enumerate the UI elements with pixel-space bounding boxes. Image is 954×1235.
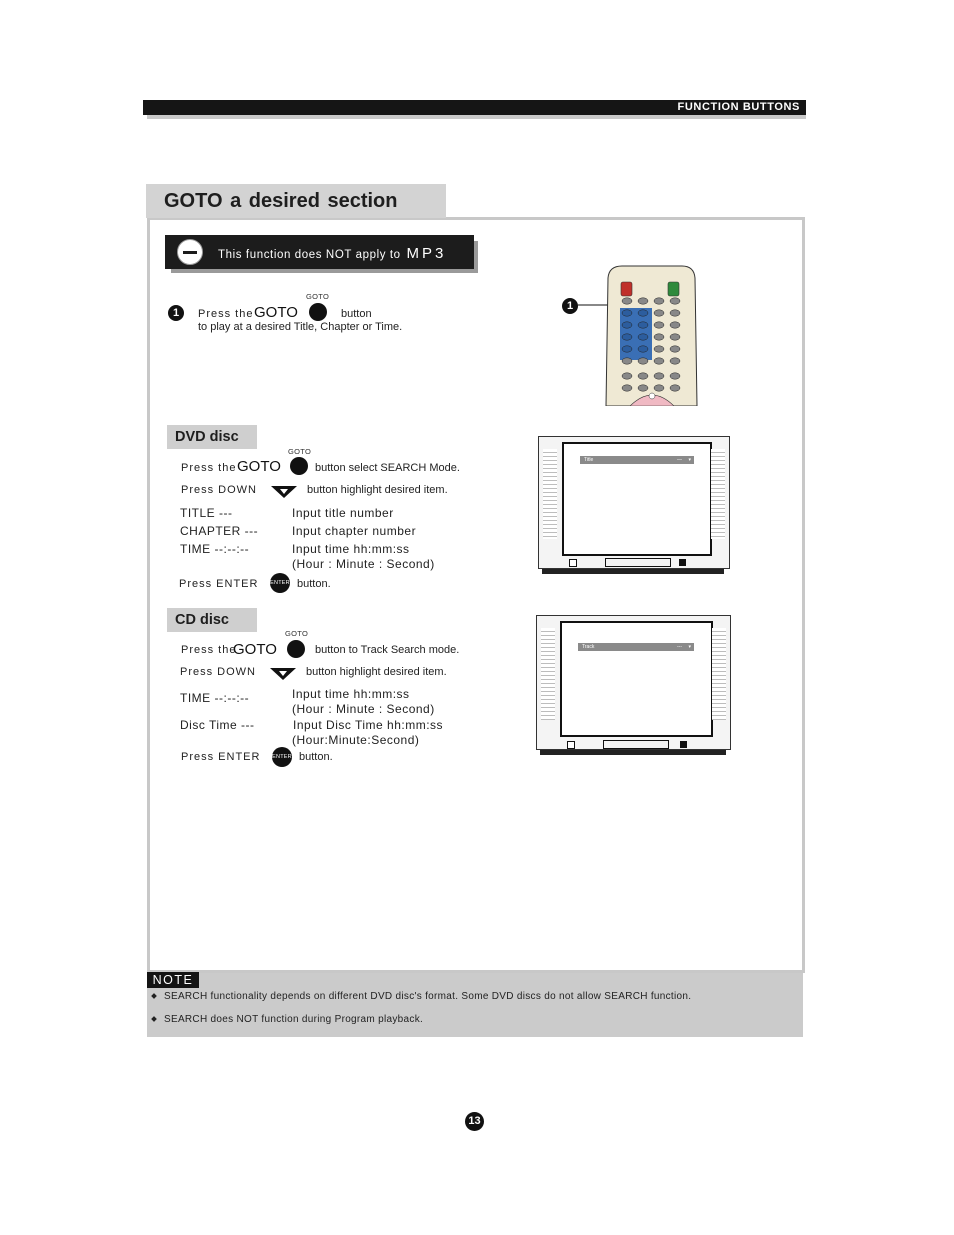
cd-disc-key: Disc Time --- <box>180 718 255 732</box>
dvd-field-name: Title <box>584 457 594 463</box>
warning-mp3: MP3 <box>406 245 447 262</box>
remote-key <box>638 310 648 316</box>
step1-description: to play at a desired Title, Chapter or Time. <box>198 321 403 333</box>
step1-press-the: Press the <box>198 308 254 320</box>
cd-time-note: (Hour : Minute : Second) <box>292 702 435 716</box>
bullet-icon <box>151 1017 157 1023</box>
header-bar <box>143 100 806 115</box>
dvd-search-field <box>580 456 694 464</box>
cd-field-arrow-icon: ▾ <box>688 644 691 650</box>
cd-tv-base <box>540 750 726 755</box>
goto-button-icon <box>309 303 327 321</box>
cd-tv-illustration <box>536 615 731 750</box>
dvd-press-down: Press DOWN <box>181 484 257 496</box>
speaker-grille <box>711 449 725 539</box>
cd-field-name: Track <box>582 644 595 650</box>
dvd-row-key: TIME --:--:-- <box>180 542 250 556</box>
cd-press-enter: Press ENTER <box>181 751 261 763</box>
dvd-tv-illustration <box>538 436 730 569</box>
dvd-enter-button-icon: ENTER <box>270 573 290 593</box>
dvd-highlight-text: button highlight desired item. <box>307 484 448 496</box>
header-shadow <box>147 115 806 119</box>
cd-goto-label: GOTO <box>285 629 309 638</box>
dvd-field-arrow-icon: ▾ <box>688 457 691 463</box>
cd-button-end: button. <box>299 751 333 763</box>
remote-key <box>670 346 680 352</box>
dvd-row-value: Input time hh:mm:ss <box>292 542 410 556</box>
step1-goto-word: GOTO <box>254 304 298 321</box>
step-number: 1 <box>168 305 184 321</box>
remote-key <box>638 373 648 379</box>
remote-key <box>622 346 632 352</box>
cd-press-the: Press the <box>181 644 237 656</box>
remote-control-illustration <box>570 262 700 406</box>
minus-icon <box>177 239 203 265</box>
dvd-press-enter: Press ENTER <box>179 578 259 590</box>
dvd-tv-screen <box>562 442 712 556</box>
remote-key <box>670 385 680 391</box>
down-arrow-icon <box>270 485 298 499</box>
remote-key <box>654 358 664 364</box>
remote-key <box>654 334 664 340</box>
step1-button: button <box>341 308 372 320</box>
note-label: NOTE <box>147 972 199 988</box>
speaker-grille <box>541 628 555 720</box>
dvd-press-the: Press the <box>181 462 237 474</box>
cd-disc-label: CD disc <box>167 608 257 632</box>
cd-time-key: TIME --:--:-- <box>180 691 250 705</box>
power-button-icon <box>569 559 577 567</box>
note-item-text: SEARCH functionality depends on different DVD disc's format. Some DVD discs do not allow SEARCH function. <box>164 991 692 1002</box>
remote-key <box>638 334 648 340</box>
cd-field-dashes: --- <box>677 644 682 650</box>
remote-key <box>670 334 680 340</box>
dvd-button-end: button. <box>297 578 331 590</box>
remote-key <box>622 385 632 391</box>
note-item <box>152 991 691 1002</box>
remote-key <box>622 334 632 340</box>
remote-key <box>670 322 680 328</box>
dvd-select-text: button select SEARCH Mode. <box>315 462 460 474</box>
remote-key <box>622 358 632 364</box>
dvd-goto-word: GOTO <box>237 458 281 475</box>
remote-key <box>654 298 664 304</box>
goto-button-label: GOTO <box>306 292 330 301</box>
disc-slot <box>605 558 671 567</box>
remote-key <box>670 373 680 379</box>
remote-callout-number: 1 <box>562 298 578 314</box>
cd-tv-screen <box>560 621 713 737</box>
dvd-field-dashes: — <box>677 457 682 463</box>
down-arrow-icon <box>269 667 297 681</box>
remote-key <box>622 322 632 328</box>
remote-key <box>670 358 680 364</box>
remote-key <box>638 298 648 304</box>
remote-key <box>638 385 648 391</box>
dvd-row-value: Input chapter number <box>292 524 417 538</box>
cd-goto-word: GOTO <box>233 641 277 658</box>
dvd-row-key: TITLE --- <box>180 506 233 520</box>
remote-key <box>654 310 664 316</box>
note-item <box>152 1014 423 1025</box>
cd-enter-button-icon: ENTER <box>272 747 292 767</box>
dvd-goto-label: GOTO <box>288 447 312 456</box>
cd-goto-button-icon <box>287 640 305 658</box>
warning-text <box>218 245 446 262</box>
mp3-warning <box>165 235 474 269</box>
note-area <box>147 973 803 1037</box>
page-number: 13 <box>465 1112 484 1131</box>
cd-track-text: button to Track Search mode. <box>315 644 460 656</box>
dvd-tv-base <box>542 569 724 574</box>
tv-control-icon <box>679 559 686 566</box>
remote-key <box>670 298 680 304</box>
dvd-row-key: CHAPTER --- <box>180 524 259 538</box>
page-title: GOTO a desired section <box>164 190 398 212</box>
header-title: FUNCTION BUTTONS <box>677 101 800 113</box>
cd-time-value: Input time hh:mm:ss <box>292 687 410 701</box>
remote-key <box>654 373 664 379</box>
dvd-goto-button-icon <box>290 457 308 475</box>
cd-highlight-text: button highlight desired item. <box>306 666 447 678</box>
note-item-text: SEARCH does NOT function during Program playback. <box>164 1014 424 1025</box>
remote-key <box>654 322 664 328</box>
remote-key <box>654 385 664 391</box>
title-tab <box>146 184 446 218</box>
power-button-icon <box>567 741 575 749</box>
tv-control-icon <box>680 741 687 748</box>
cd-search-field <box>578 643 694 651</box>
cd-press-down: Press DOWN <box>180 666 256 678</box>
warning-message: This function does NOT apply to <box>218 249 401 261</box>
remote-key <box>622 373 632 379</box>
dvd-time-note: (Hour : Minute : Second) <box>292 557 435 571</box>
disc-slot <box>603 740 669 749</box>
dvd-row-value: Input title number <box>292 506 394 520</box>
remote-key <box>622 310 632 316</box>
speaker-grille <box>543 449 557 539</box>
remote-key <box>670 310 680 316</box>
remote-key <box>654 346 664 352</box>
remote-key <box>638 358 648 364</box>
cd-disc-note: (Hour:Minute:Second) <box>292 733 420 747</box>
speaker-grille <box>712 628 726 720</box>
cd-disc-value: Input Disc Time hh:mm:ss <box>293 718 444 732</box>
remote-key <box>638 322 648 328</box>
remote-key <box>638 346 648 352</box>
dvd-disc-label: DVD disc <box>167 425 257 449</box>
remote-key <box>622 298 632 304</box>
bullet-icon <box>151 994 157 1000</box>
